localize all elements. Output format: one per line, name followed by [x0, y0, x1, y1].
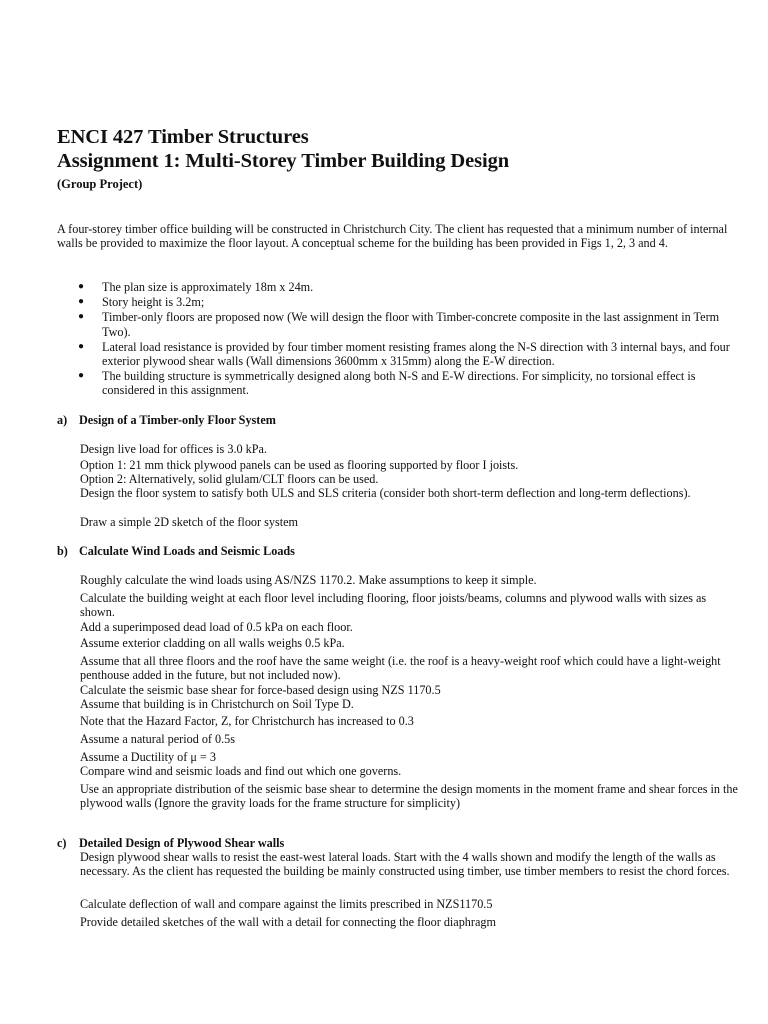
bullet-icon: ● [78, 296, 85, 308]
list-item: ● The plan size is approximately 18m x 24m. [78, 280, 314, 294]
section-a-label: a) [57, 413, 68, 427]
bullet-icon: ● [78, 281, 85, 292]
section-b-line: Compare wind and seismic loads and find out which one governs. [80, 764, 402, 778]
section-b-line: Assume a Ductility of μ = 3 [80, 750, 216, 764]
section-c-heading [57, 836, 284, 851]
section-b-line: Assume a natural period of 0.5s [80, 732, 236, 746]
section-b-heading [57, 544, 295, 559]
list-item: ● Lateral load resistance is provided by four timber moment resisting frames along the N-S direction with 3 internal bays, and four exterior plywood shear walls (Wall dimensions 3600mm x 315mm) along the E-W direction. [78, 339, 730, 369]
section-c-line: Provide detailed sketches of the wall with a detail for connecting the floor diaphragm [80, 915, 496, 929]
list-item: ● The building structure is symmetrically designed along both N-S and E-W directions. For simplicity, no torsional effect is considered in this assignment. [78, 369, 696, 398]
list-item: ● Story height is 3.2m; [78, 295, 205, 310]
section-a-line: Design live load for offices is 3.0 kPa. [80, 442, 267, 456]
document-title: ENCI 427 Timber Structures [57, 126, 309, 148]
section-b-line: Calculate the seismic base shear for force-based design using NZS 1170.5 [80, 683, 441, 697]
section-b-line: Use an appropriate distribution of the seismic base shear to determine the design moments in the moment frame and shear forces in the plywood walls (Ignore the gravity loads for the frame structure for simplicity) [80, 782, 738, 811]
section-a-line: Option 1: 21 mm thick plywood panels can be used as flooring supported by floor I joists. [80, 458, 519, 472]
section-b-line: Calculate the building weight at each floor level including flooring, floor joists/beams, columns and plywood walls with sizes as shown. [80, 591, 707, 620]
section-b-line: Roughly calculate the wind loads using AS/NZS 1170.2. Make assumptions to keep it simple. [80, 573, 537, 587]
section-c-line: Calculate deflection of wall and compare against the limits prescribed in NZS1170.5 [80, 897, 493, 911]
section-b-title: Calculate Wind Loads and Seismic Loads [79, 544, 295, 558]
bullet-icon: ● [78, 311, 85, 323]
section-a-title: Design of a Timber-only Floor System [79, 413, 276, 427]
section-a-heading [57, 413, 276, 428]
list-item: ● Timber-only floors are proposed now (We will design the floor with Timber-concrete composite in the last assignment in Term Two). [78, 310, 720, 339]
section-a-line: Design the floor system to satisfy both ULS and SLS criteria (consider both short-term deflection and long-term deflections). [80, 486, 691, 500]
section-c-label: c) [57, 836, 67, 850]
bullet-icon: ● [78, 370, 85, 382]
section-b-line: Assume that all three floors and the roof have the same weight (i.e. the roof is a heavy-weight roof which could have a light-weight penthouse added in the future, but not included now). [80, 654, 721, 683]
section-a-line: Option 2: Alternatively, solid glulam/CLT floors can be used. [80, 472, 379, 486]
section-c-line: Design plywood shear walls to resist the east-west lateral loads. Start with the 4 walls shown and modify the length of the walls as necessary. As the client has requested the building be mainly constructed using timber, use timber members to resist the chord forces. [80, 850, 730, 879]
bullet-list [78, 280, 738, 398]
section-c-title: Detailed Design of Plywood Shear walls [79, 836, 285, 850]
section-b-line: Add a superimposed dead load of 0.5 kPa on each floor. [80, 620, 353, 634]
section-b-label: b) [57, 544, 68, 558]
bullet-icon: ● [78, 340, 85, 352]
group-project-note: (Group Project) [57, 177, 143, 191]
intro-paragraph: A four-storey timber office building will be constructed in Christchurch City. The client has requested that a minimum number of internal walls be provided to maximize the floor layout. A conceptual scheme for the building has been provided in Figs 1, 2, 3 and 4. [57, 222, 728, 251]
section-b-line: Assume exterior cladding on all walls weighs 0.5 kPa. [80, 636, 345, 650]
section-a-line: Draw a simple 2D sketch of the floor system [80, 515, 298, 529]
section-b-line: Note that the Hazard Factor, Z, for Christchurch has increased to 0.3 [80, 714, 414, 728]
section-b-line: Assume that building is in Christchurch on Soil Type D. [80, 697, 354, 711]
document-subtitle-heading: Assignment 1: Multi-Storey Timber Building Design [57, 150, 510, 172]
